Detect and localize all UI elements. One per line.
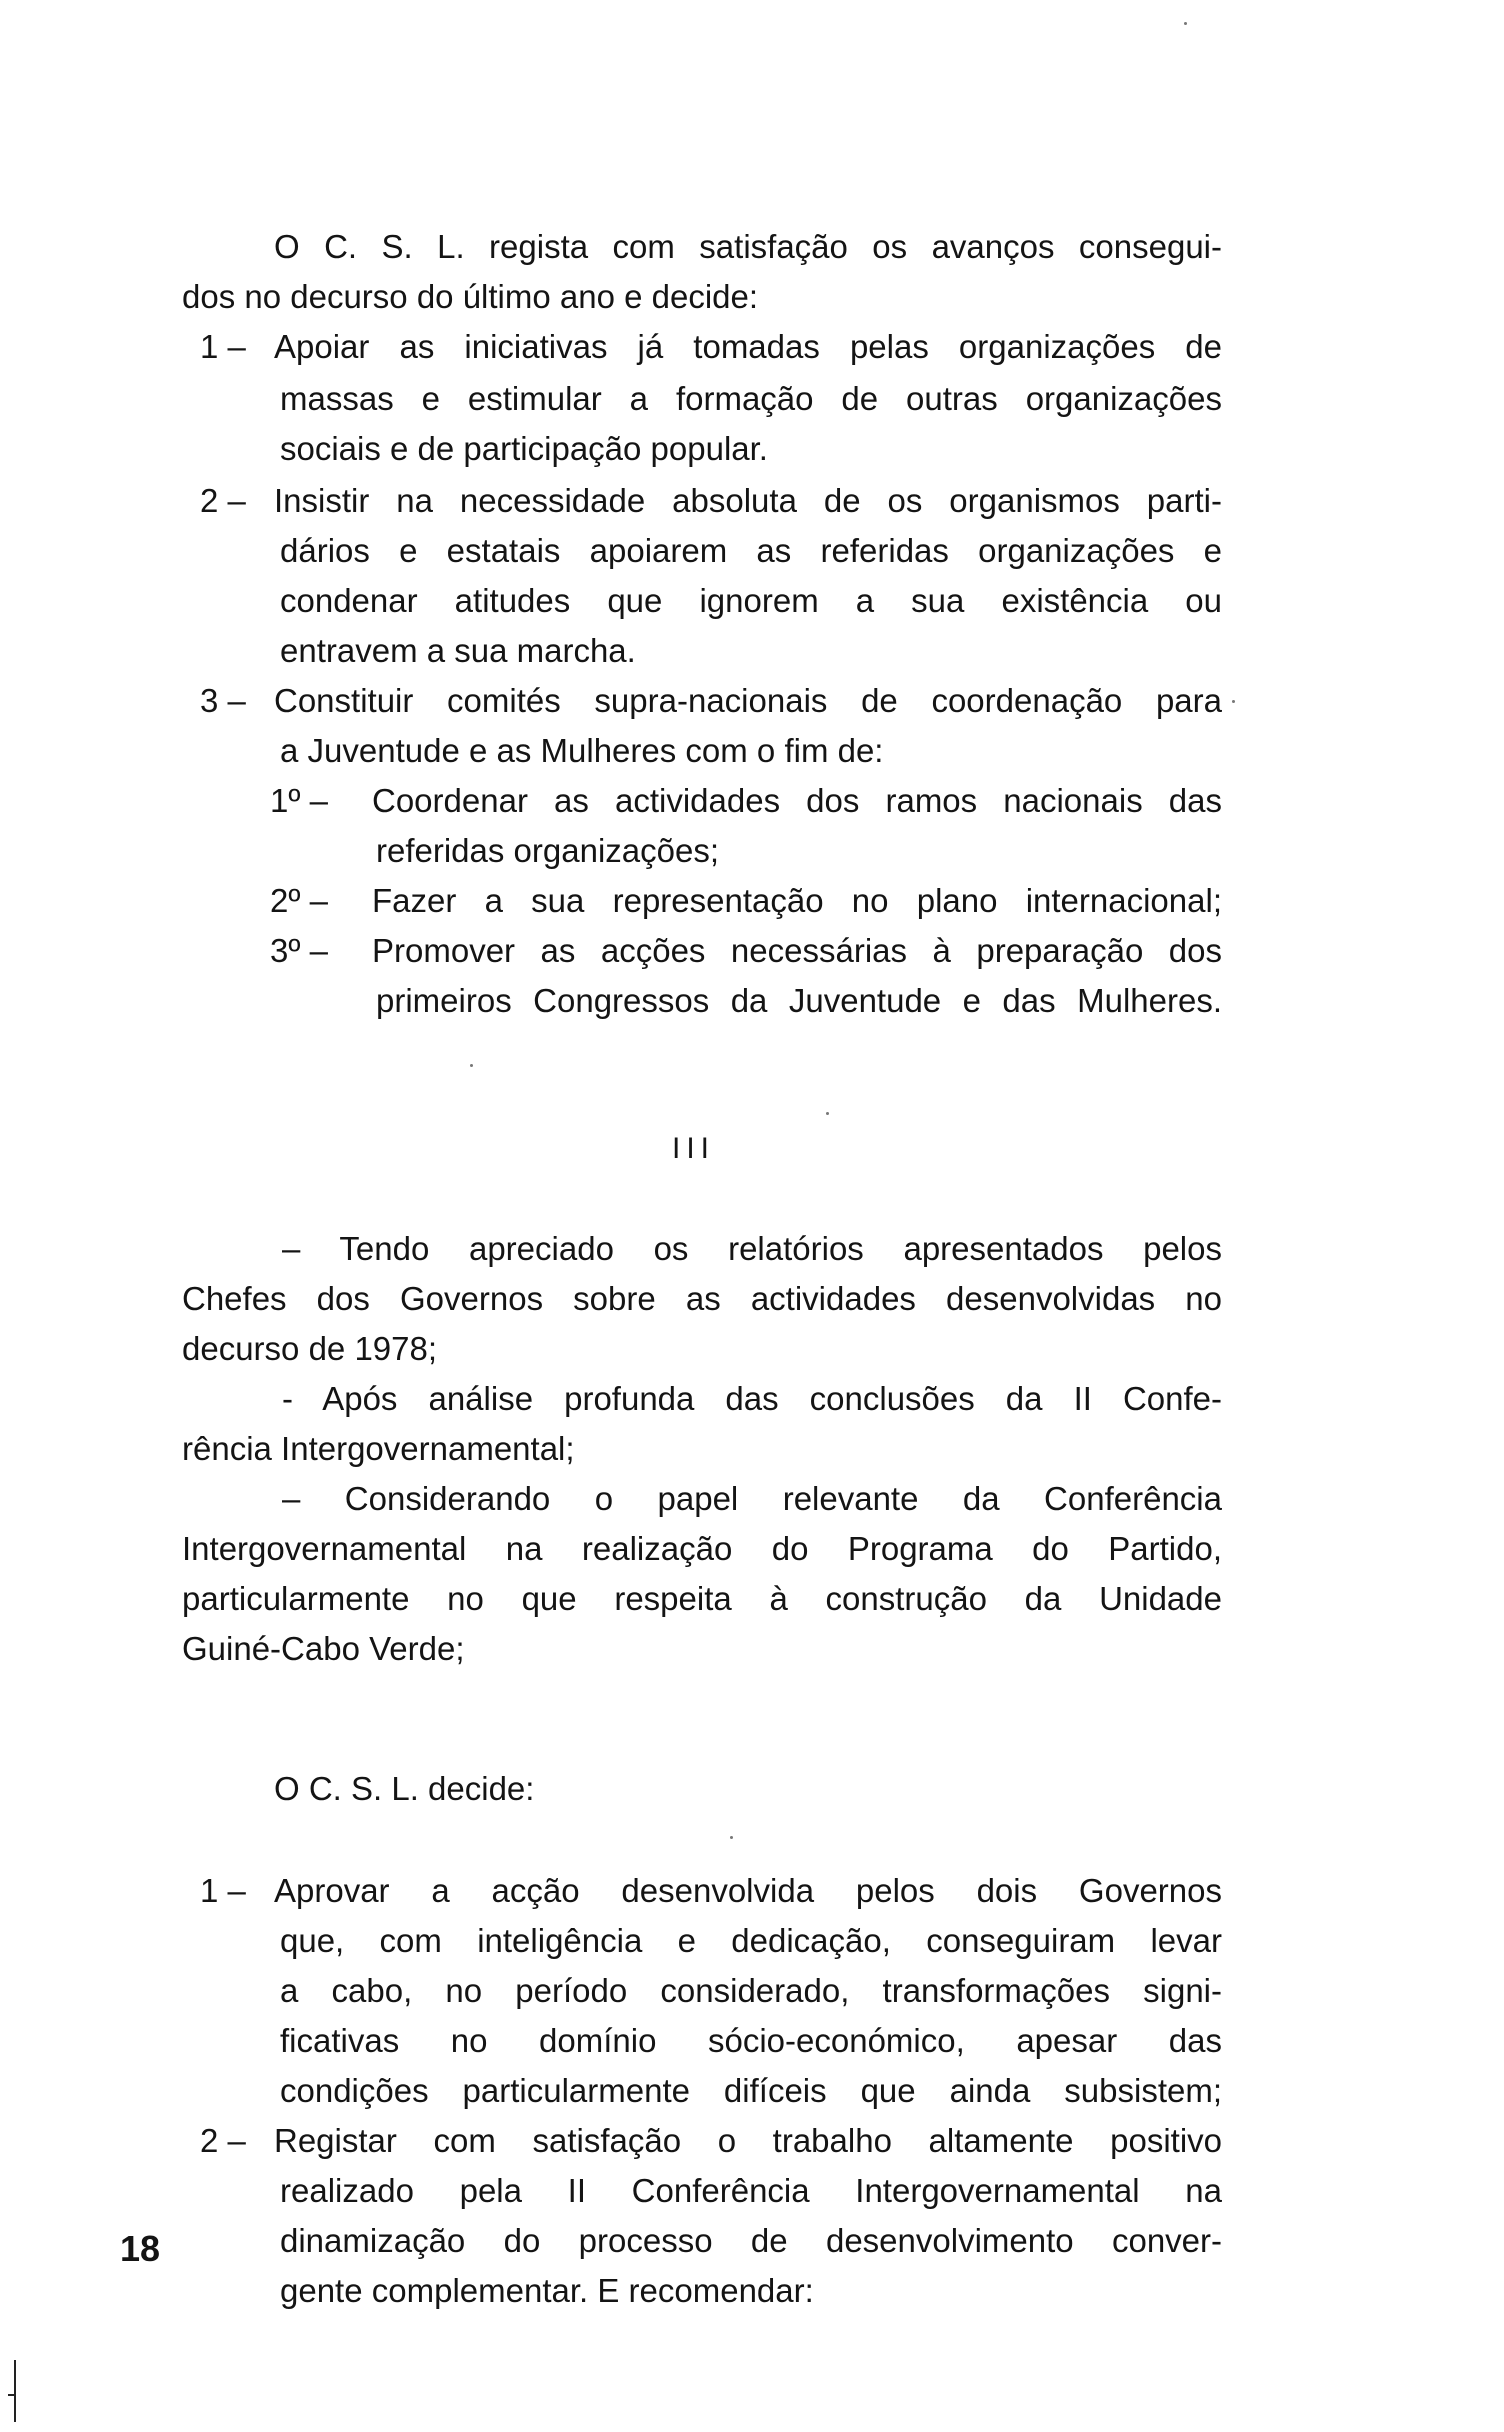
item-line: entravem a sua marcha.	[280, 632, 636, 669]
page-number: 18	[120, 2228, 161, 2269]
item-number: 2 –	[200, 482, 246, 519]
item-line: dários e estatais apoiarem as referidas organizações e	[280, 532, 1222, 569]
item-number: 2 –	[200, 2122, 246, 2159]
subitem-number: 2º –	[270, 882, 328, 919]
scan-speck	[1232, 700, 1235, 703]
item-line: Constituir comités supra-nacionais de coordenação para	[274, 682, 1222, 719]
item-number: 3 –	[200, 682, 246, 719]
paragraph-line: rência Intergovernamental;	[182, 1430, 575, 1467]
item-line: massas e estimular a formação de outras organizações	[280, 380, 1222, 417]
binding-line	[14, 2360, 16, 2422]
item-line: Aprovar a acção desenvolvida pelos dois Governos	[274, 1872, 1222, 1909]
subitem-number: 3º –	[270, 932, 328, 969]
item-line: dinamização do processo de desenvolvimento conver-	[280, 2222, 1222, 2259]
scan-speck	[1184, 22, 1187, 25]
item-line: ficativas no domínio sócio-económico, apesar das	[280, 2022, 1222, 2059]
item-line: a cabo, no período considerado, transformações signi-	[280, 1972, 1222, 2009]
paragraph-line: decurso de 1978;	[182, 1330, 438, 1367]
paragraph-line: – Tendo apreciado os relatórios apresentados pelos	[282, 1230, 1222, 1267]
item-line: gente complementar. E recomendar:	[280, 2272, 814, 2309]
item-line: sociais e de participação popular.	[280, 430, 768, 467]
decide-heading: O C. S. L. decide:	[274, 1770, 535, 1807]
paragraph-line: - Após análise profunda das conclusões da II Confe-	[282, 1380, 1222, 1417]
scan-speck	[730, 1836, 733, 1839]
subitem-line: Coordenar as actividades dos ramos nacionais das	[372, 782, 1222, 819]
item-line: Insistir na necessidade absoluta de os organismos parti-	[274, 482, 1222, 519]
paragraph-line: particularmente no que respeita à construção da Unidade	[182, 1580, 1222, 1617]
paragraph-line: – Considerando o papel relevante da Conferência	[282, 1480, 1222, 1517]
item-number: 1 –	[200, 328, 246, 365]
scan-speck	[470, 1064, 473, 1067]
item-line: condenar atitudes que ignorem a sua existência ou	[280, 582, 1222, 619]
intro-line-2: dos no decurso do último ano e decide:	[182, 278, 759, 315]
section-heading: III	[672, 1132, 716, 1165]
item-line: que, com inteligência e dedicação, conseguiram levar	[280, 1922, 1222, 1959]
subitem-line: Promover as acções necessárias à preparação dos	[372, 932, 1222, 969]
paragraph-line: Intergovernamental na realização do Programa do Partido,	[182, 1530, 1222, 1567]
subitem-number: 1º –	[270, 782, 328, 819]
item-line: condições particularmente difíceis que ainda subsistem;	[280, 2072, 1222, 2109]
item-number: 1 –	[200, 1872, 246, 1909]
subitem-line: primeiros Congressos da Juventude e das Mulheres.	[376, 982, 1222, 1019]
subitem-line: referidas organizações;	[376, 832, 720, 869]
intro-line-1: O C. S. L. regista com satisfação os avanços consegui-	[274, 228, 1222, 265]
item-line: Registar com satisfação o trabalho altamente positivo	[274, 2122, 1222, 2159]
item-line: Apoiar as iniciativas já tomadas pelas organizações de	[274, 328, 1222, 365]
binding-tick	[8, 2394, 16, 2396]
paragraph-line: Chefes dos Governos sobre as actividades desenvolvidas no	[182, 1280, 1222, 1317]
subitem-line: Fazer a sua representação no plano internacional;	[372, 882, 1222, 919]
item-line: realizado pela II Conferência Intergovernamental na	[280, 2172, 1222, 2209]
scan-speck	[826, 1112, 829, 1115]
paragraph-line: Guiné-Cabo Verde;	[182, 1630, 465, 1667]
item-line: a Juventude e as Mulheres com o fim de:	[280, 732, 884, 769]
